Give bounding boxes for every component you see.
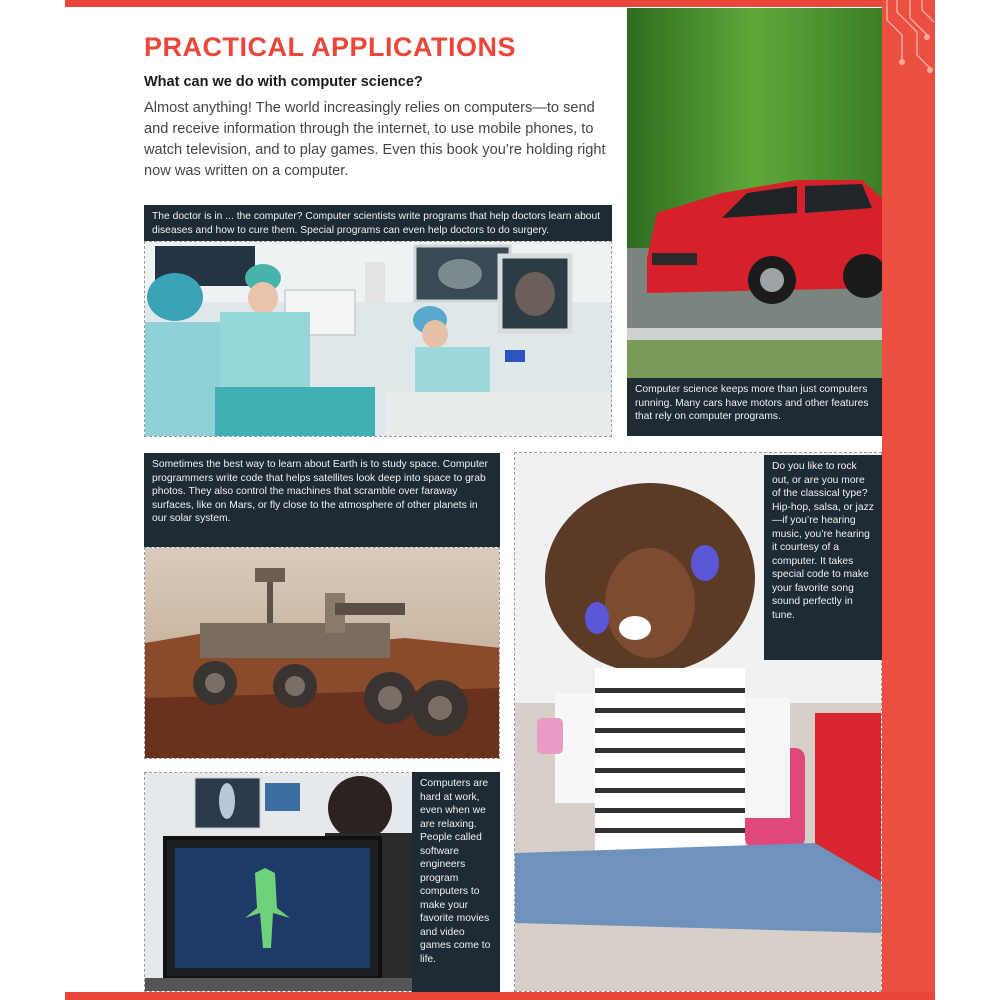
doctor-caption: The doctor is in ... the computer? Computer scientists write programs that help doctors learn about diseases and how to cure them. Special programs can even help doctors to do surgery. [144,205,612,241]
bottom-border [65,992,935,1000]
car-caption: Computer science keeps more than just computers running. Many cars have motors and other features that rely on computer programs. [627,378,882,436]
page-title: PRACTICAL APPLICATIONS [144,32,517,62]
page-margin-left [0,0,65,1000]
computers-caption: Computers are hard at work, even when we are relaxing. People called software engineers program computers to make your favorite movies and video games come to life. [412,772,500,992]
top-border [65,0,935,7]
page-subtitle: What can we do with computer science? [144,74,423,90]
intro-paragraph: Almost anything! The world increasingly relies on computers—to send and receive information through the internet, to use mobile phones, to watch television, and to play games. Even this book you’re holding right now was written on a computer. [144,100,606,179]
circuit-decoration-icon [882,0,935,90]
red-car-photo [627,8,882,378]
software-engineer-photo [144,772,414,992]
right-border-band [882,0,935,1000]
page-margin-right [935,0,1000,1000]
music-caption: Do you like to rock out, or are you more of the classical type? Hip-hop, salsa, or jazz—if you’re hearing music, you’re hearing it courtesy of a computer. It takes special code to make your favorite song sound perfectly in tune. [764,455,882,660]
mars-rover-photo [144,547,500,759]
doctor-surgery-photo [144,241,612,437]
mars-rover-caption: Sometimes the best way to learn about Earth is to study space. Computer programmers write code that helps satellites look deep into space to grab photos. They also control the machines that scramble over faraway surfaces, like on Mars, or fly close to the atmosphere of other planets in our solar system. [144,453,500,547]
